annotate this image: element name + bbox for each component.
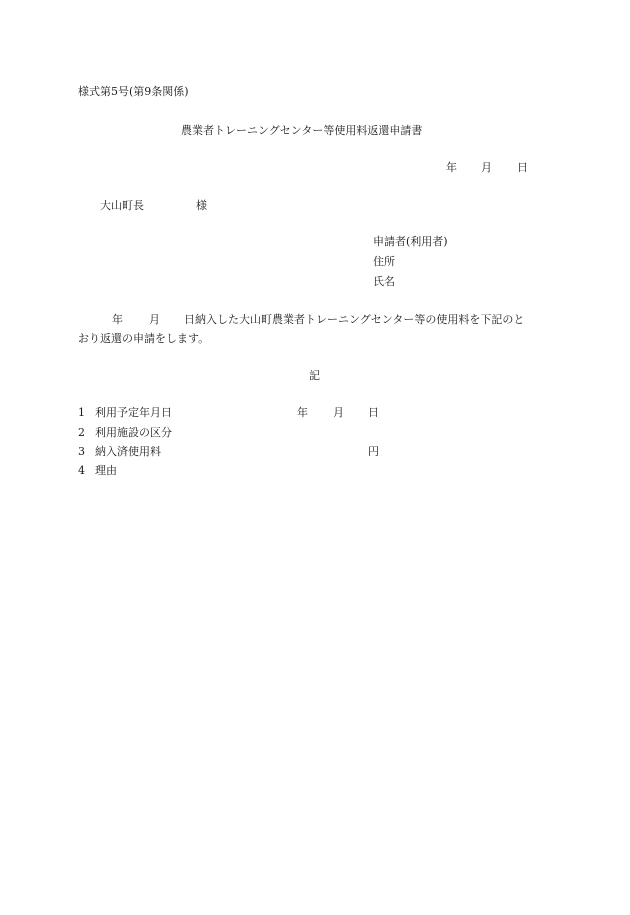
addressee: 大山町長 <box>100 199 144 212</box>
body-text-line-2: おり返還の申請をします。 <box>78 332 210 345</box>
date-month-label: 月 <box>481 161 492 174</box>
name-label: 氏名 <box>373 275 395 288</box>
item-number: 1 <box>78 406 85 419</box>
body-text-rest: 日納入した大山町農業者トレーニングセンター等の使用料を下記のと <box>184 313 525 326</box>
document-title: 農業者トレーニングセンター等使用料返還申請書 <box>181 124 423 137</box>
address-label: 住所 <box>373 255 395 268</box>
item-label: 利用施設の区分 <box>95 426 172 439</box>
usage-year-label: 年 <box>297 406 308 419</box>
yen-unit: 円 <box>368 445 379 458</box>
item-label: 納入済使用料 <box>95 445 161 458</box>
item-label: 理由 <box>95 464 117 477</box>
applicant-label: 申請者(利用者) <box>373 235 448 248</box>
ki-heading: 記 <box>309 369 320 382</box>
item-number: 2 <box>78 426 85 439</box>
usage-month-label: 月 <box>333 406 344 419</box>
honorific: 様 <box>196 199 207 212</box>
usage-day-label: 日 <box>368 406 379 419</box>
item-label: 利用予定年月日 <box>95 406 172 419</box>
body-year-label: 年 <box>112 313 123 326</box>
item-number: 4 <box>78 464 85 477</box>
date-year-label: 年 <box>446 161 457 174</box>
item-number: 3 <box>78 445 85 458</box>
body-month-label: 月 <box>149 313 160 326</box>
date-day-label: 日 <box>517 161 528 174</box>
form-number: 様式第5号(第9条関係) <box>78 85 189 98</box>
